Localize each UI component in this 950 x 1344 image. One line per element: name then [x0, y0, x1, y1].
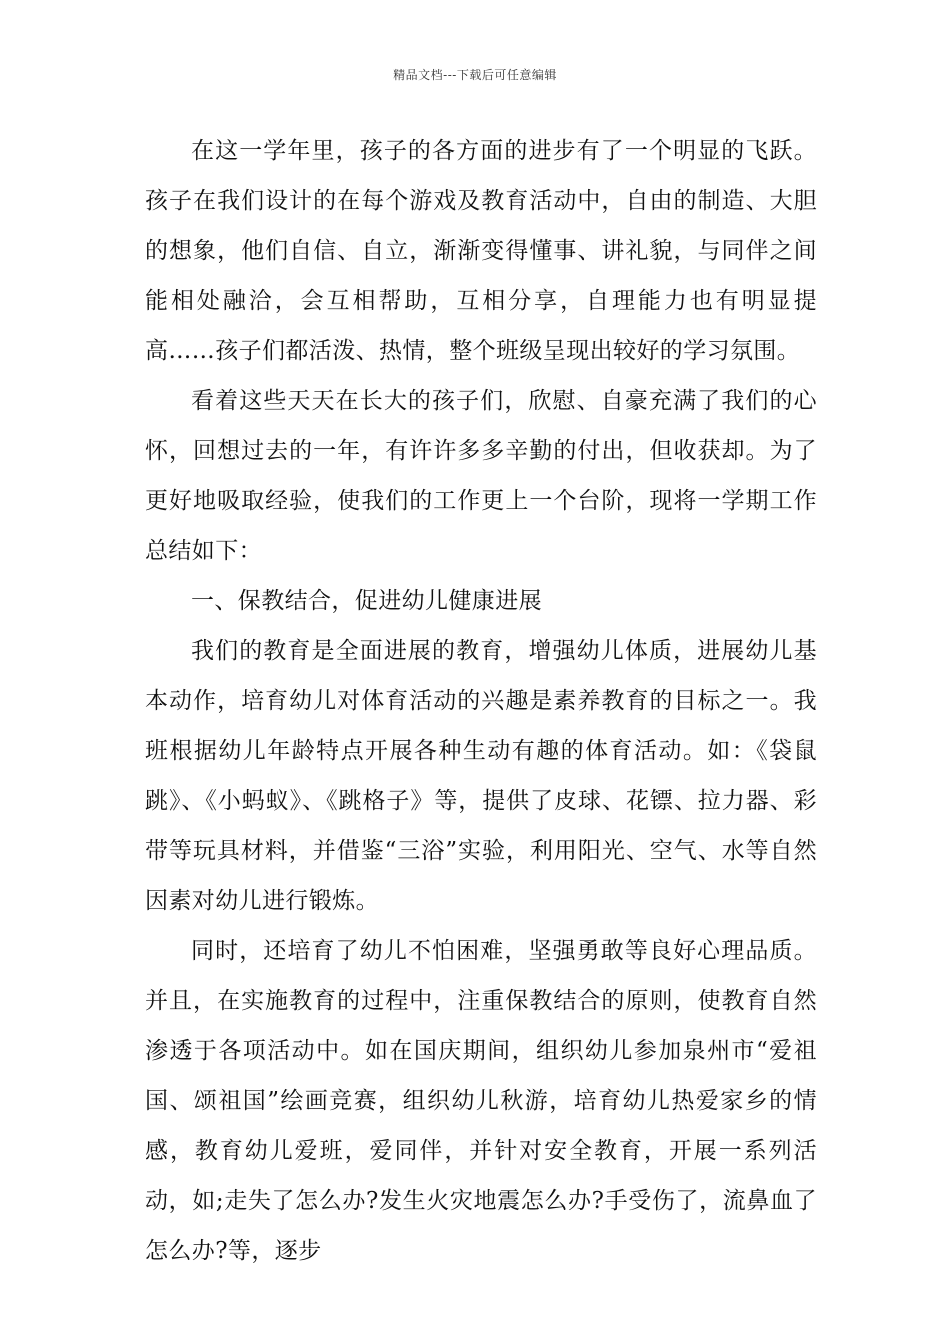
paragraph-character-education: 同时，还培育了幼儿不怕困难，坚强勇敢等良好心理品质。并且，在实施教育的过程中，注重保教结合的原则，使教育自然渗透于各项活动中。如在国庆期间，组织幼儿参加泉州市“爱祖国、颂祖国”绘画竞赛，组织幼儿秋游，培育幼儿热爱家乡的情感，教育幼儿爱班，爱同伴，并针对安全教育，开展一系列活动，如;走失了怎么办?发生火灾地震怎么办?手受伤了，流鼻血了怎么办?等，逐步 — [145, 938, 817, 1264]
paragraph-reflection: 看着这些天天在长大的孩子们，欣慰、自豪充满了我们的心怀，回想过去的一年，有许许多多辛勤的付出，但收获却。为了更好地吸取经验，使我们的工作更上一个台阶，现将一学期工作总结如下： — [145, 388, 817, 564]
paragraph-intro: 在这一学年里，孩子的各方面的进步有了一个明显的飞跃。孩子在我们设计的在每个游戏及教育活动中，自由的制造、大胆的想象，他们自信、自立，渐渐变得懂事、讲礼貌，与同伴之间能相处融洽，会互相帮助，互相分享，自理能力也有明显提高……孩子们都活泼、热情，整个班级呈现出较好的学习氛围。 — [145, 138, 817, 364]
page-header: 精品文档---下载后可任意编辑 — [393, 68, 557, 82]
paragraph-physical-education: 我们的教育是全面进展的教育，增强幼儿体质，进展幼儿基本动作，培育幼儿对体育活动的兴趣是素养教育的目标之一。我班根据幼儿年龄特点开展各种生动有趣的体育活动。如：《袋鼠跳》、《小蚂蚁》、《跳格子》等，提供了皮球、花镖、拉力器、彩带等玩具材料，并借鉴“三浴”实验，利用阳光、空气、水等自然因素对幼儿进行锻炼。 — [145, 638, 817, 914]
section-heading: 一、保教结合，促进幼儿健康进展 — [191, 588, 542, 614]
